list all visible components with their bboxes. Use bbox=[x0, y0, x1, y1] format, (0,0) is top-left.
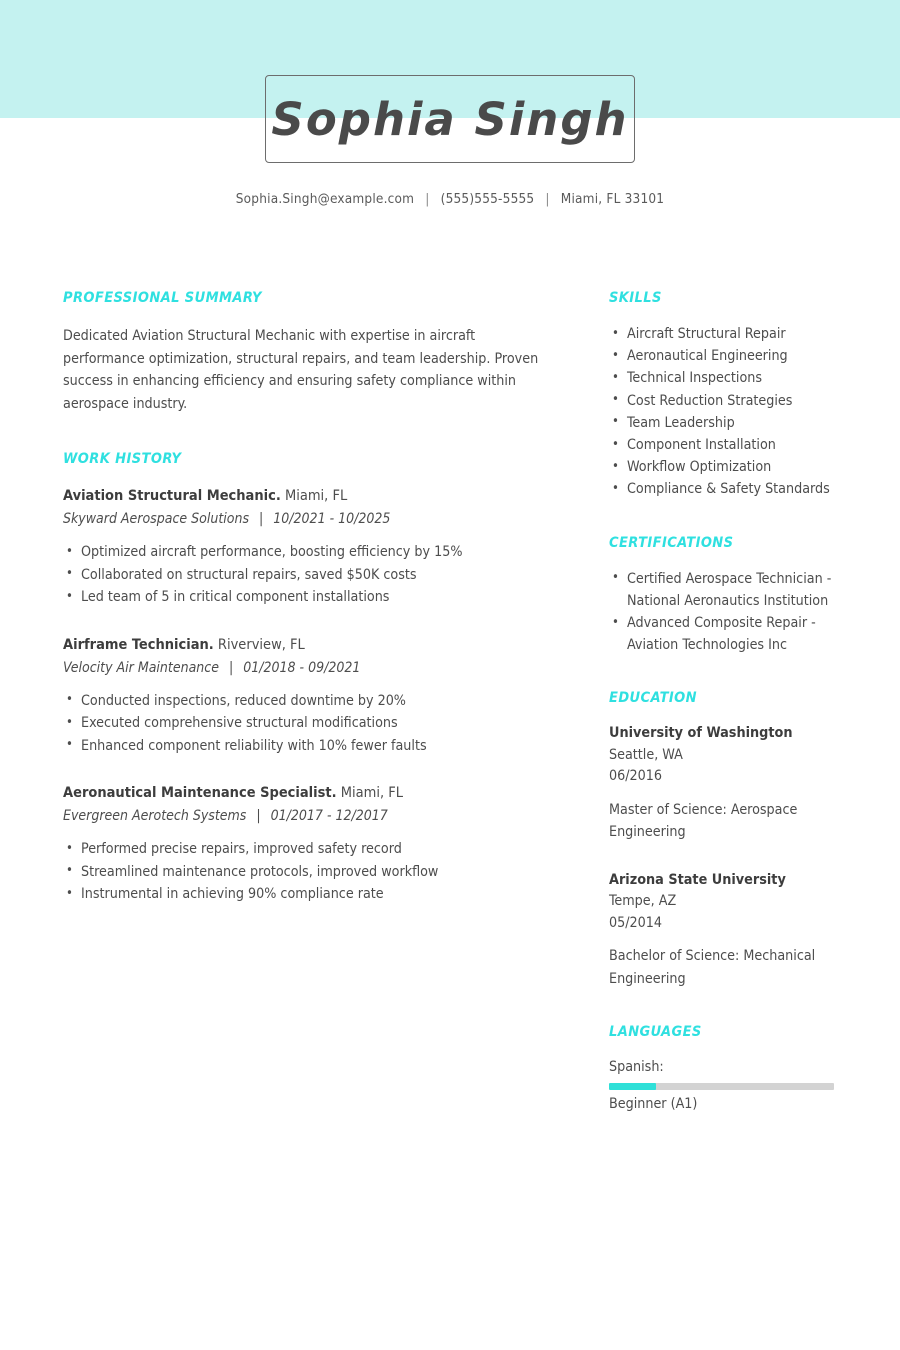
job-bullet: • Instrumental in achieving 90% compliance rate bbox=[63, 883, 543, 906]
job-meta-line bbox=[63, 806, 543, 827]
section-heading-professional-summary: PROFESSIONAL SUMMARY bbox=[63, 290, 262, 306]
language-proficiency-bar bbox=[609, 1083, 834, 1090]
contact-separator-2: | bbox=[545, 191, 550, 207]
spacer bbox=[609, 501, 849, 535]
language-level: Beginner (A1) bbox=[609, 1096, 698, 1113]
work-history-entry bbox=[63, 635, 543, 758]
right-column bbox=[609, 290, 849, 1115]
job-bullet-list bbox=[63, 690, 543, 758]
work-history-entry bbox=[63, 486, 543, 609]
section-languages bbox=[609, 1024, 849, 1115]
contact-email: Sophia.Singh@example.com bbox=[235, 191, 415, 207]
job-meta-separator: | bbox=[228, 659, 234, 676]
spacer bbox=[609, 990, 849, 1024]
job-meta-line bbox=[63, 658, 543, 679]
job-title: Airframe Technician. bbox=[63, 636, 214, 653]
section-heading-skills: SKILLS bbox=[609, 290, 662, 306]
education-entry bbox=[609, 723, 849, 844]
section-heading-certifications: CERTIFICATIONS bbox=[609, 534, 734, 551]
skill-item: • Component Installation bbox=[609, 434, 849, 456]
skills-list bbox=[609, 323, 849, 501]
left-column bbox=[63, 290, 543, 906]
job-location: Miami, FL bbox=[340, 785, 403, 801]
skill-item: • Cost Reduction Strategies bbox=[609, 390, 849, 412]
section-heading-languages: LANGUAGES bbox=[609, 1024, 702, 1041]
section-education bbox=[609, 690, 849, 990]
professional-summary-text: Dedicated Aviation Structural Mechanic with expertise in aircraft performance optimization, structural repairs, and team leadership. Proven success in enhancing efficiency and ensuring safety compliance within aerospace industry. bbox=[63, 328, 539, 412]
job-dates: 01/2017 - 12/2017 bbox=[270, 808, 388, 824]
job-bullet: • Optimized aircraft performance, boosting efficiency by 15% bbox=[63, 541, 543, 564]
job-title: Aeronautical Maintenance Specialist. bbox=[63, 785, 337, 801]
contact-separator-1: | bbox=[425, 191, 430, 207]
job-title-line bbox=[63, 635, 543, 656]
job-bullet: • Led team of 5 in critical component installations bbox=[63, 586, 543, 609]
job-bullet: • Streamlined maintenance protocols, improved workflow bbox=[63, 861, 543, 884]
education-date: 06/2016 bbox=[609, 768, 663, 785]
job-meta-separator: | bbox=[256, 808, 261, 824]
job-meta-line bbox=[63, 509, 543, 530]
job-dates: 10/2021 - 10/2025 bbox=[273, 511, 391, 527]
section-certifications bbox=[609, 535, 849, 657]
work-history-entry bbox=[63, 783, 543, 906]
job-company: Skyward Aerospace Solutions bbox=[63, 511, 250, 527]
job-location: Miami, FL bbox=[284, 488, 348, 504]
contact-phone: (555)555-5555 bbox=[440, 191, 535, 207]
education-location: Seattle, WA bbox=[609, 746, 683, 763]
education-school: University of Washington bbox=[609, 725, 793, 742]
education-date: 05/2014 bbox=[609, 914, 663, 931]
skill-item: • Aeronautical Engineering bbox=[609, 345, 849, 367]
job-title-line bbox=[63, 783, 543, 804]
job-bullet: • Enhanced component reliability with 10% fewer faults bbox=[63, 735, 543, 758]
section-heading-education: EDUCATION bbox=[609, 690, 697, 707]
job-meta-separator: | bbox=[259, 511, 264, 527]
skill-item: • Aircraft Structural Repair bbox=[609, 323, 849, 345]
section-professional-summary bbox=[63, 290, 543, 415]
education-degree: Bachelor of Science: Mechanical Engineering bbox=[609, 948, 816, 987]
job-bullet: • Collaborated on structural repairs, saved $50K costs bbox=[63, 564, 543, 587]
contact-location: Miami, FL 33101 bbox=[560, 191, 665, 207]
language-name: Spanish: bbox=[609, 1059, 664, 1076]
job-title: Aviation Structural Mechanic. bbox=[63, 488, 281, 504]
education-entry bbox=[609, 870, 849, 991]
skill-item: • Technical Inspections bbox=[609, 367, 849, 389]
section-work-history bbox=[63, 451, 543, 906]
name-box bbox=[265, 75, 635, 163]
job-bullet-list bbox=[63, 838, 543, 906]
certifications-list bbox=[609, 568, 849, 657]
job-company: Velocity Air Maintenance bbox=[63, 659, 219, 676]
language-entry bbox=[609, 1057, 849, 1115]
job-bullet: • Performed precise repairs, improved safety record bbox=[63, 838, 543, 861]
spacer bbox=[609, 656, 849, 690]
certification-item: • Advanced Composite Repair - Aviation Technologies Inc bbox=[609, 612, 849, 656]
job-title-line bbox=[63, 486, 543, 507]
education-school: Arizona State University bbox=[609, 871, 786, 888]
job-bullet-list bbox=[63, 541, 543, 609]
certification-item: • Certified Aerospace Technician - National Aeronautics Institution bbox=[609, 568, 849, 612]
job-location: Riverview, FL bbox=[217, 636, 305, 653]
language-proficiency-fill bbox=[609, 1083, 656, 1090]
section-skills bbox=[609, 290, 849, 501]
job-dates: 01/2018 - 09/2021 bbox=[243, 659, 361, 676]
skill-item: • Compliance & Safety Standards bbox=[609, 478, 849, 500]
contact-line bbox=[0, 191, 900, 207]
spacer bbox=[63, 415, 543, 451]
education-degree: Master of Science: Aerospace Engineering bbox=[609, 801, 798, 841]
section-heading-work-history: WORK HISTORY bbox=[63, 451, 182, 467]
skill-item: • Team Leadership bbox=[609, 412, 849, 434]
page-title: Sophia Singh bbox=[271, 92, 629, 146]
skill-item: • Workflow Optimization bbox=[609, 456, 849, 478]
job-bullet: • Conducted inspections, reduced downtime by 20% bbox=[63, 690, 543, 713]
job-company: Evergreen Aerotech Systems bbox=[63, 808, 247, 824]
job-bullet: • Executed comprehensive structural modifications bbox=[63, 712, 543, 735]
education-location: Tempe, AZ bbox=[609, 893, 677, 910]
